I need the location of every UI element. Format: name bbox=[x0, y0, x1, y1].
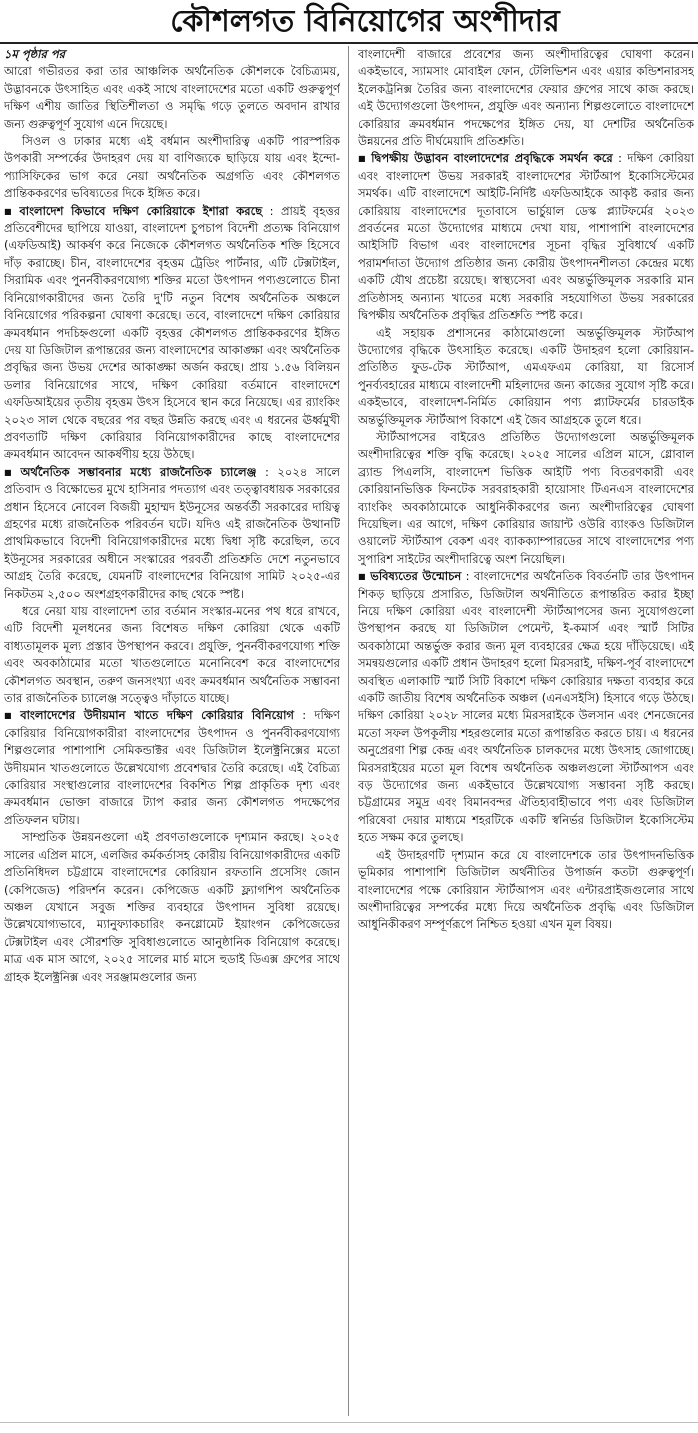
bottom-rule bbox=[0, 1422, 698, 1423]
subheading: ■ বাংলাদেশের উদীয়মান খাতে দক্ষিণ কোরিয়ার বিনিয়োগ bbox=[4, 708, 294, 722]
paragraph: এই সহায়ক প্রশাসনের কাঠামোগুলো অন্তর্ভুক্তিমূলক স্টার্টআপ উদ্যোগের বৃদ্ধিকে উৎসাহিত করেছে। একটি উদাহরণ হলো কোরিয়ান-প্রতিষ্ঠিত ফুড-টেক স্টার্টআপ, এমএফএম কোরিয়া, যা রিসোর্স পুনর্ব্যবহারের মাধ্যমে বাংলাদেশী মহিলাদের জন্য কাজের সুযোগ সৃষ্টি করে। একইভাবে, বাংলাদেশ-নির্মিত কোরিয়ান পণ্য প্ল্যাটফর্মের চারডাইক অন্তর্ভুক্তিমূলক স্টার্টআপ বিকাশে এই জৈব আগ্রহকে তুলে ধরে। bbox=[358, 325, 694, 427]
column-divider bbox=[348, 46, 349, 1416]
paragraph: স্টার্টআপসের বাইরেও প্রতিষ্ঠিত উদ্যোগগুলো অন্তর্ভুক্তিমূলক অংশীদারিত্বের শক্তি বৃদ্ধি করেছে। ২০২৫ সালের এপ্রিল মাসে, গ্লোবাল ব্র্যান্ড পিএলসি, বাংলাদেশ ভিত্তিক আইটি পণ্য বিতরণকারী এবং কোরিয়ানভিত্তিক ফিনটেক সরবরাহকারী হায়োসাং টিএনএস বাংলাদেশের ব্যাংকিং অবকাঠামোকে আধুনিকীকরণের জন্য অংশীদারিত্বের ঘোষণা দিয়েছিল। এর আগে, দক্ষিণ কোরিয়ার জায়ান্ট ওউরি ব্যাংকও ডিজিটাল ওয়ালেট স্টার্টআপ বেকশ এবং ব্যাকক্যাম্পারডের সাথে বাংলাদেশের পণ্য সুপারিশ সাইটের অংশীদারিত্বে অংশ নিয়েছিল। bbox=[358, 429, 694, 566]
left-column bbox=[4, 46, 340, 1421]
subhead-paragraph: ■ দ্বিপক্ষীয় উদ্ভাবন বাংলাদেশের প্রবৃদ্ধিকে সমর্থন করে : দক্ষিণ কোরিয়া এবং বাংলাদেশ উভয় সরকারই বাংলাদেশের স্টার্টআপ ইকোসিস্টেমের সমর্থক। এটি বাংলাদেশে আইটি-নির্দিষ্ট এফডিআইকে আকৃষ্ট করার জন্য কোরিয়ায় বাংলাদেশের দূতাবাসে ভার্চুয়াল ডেস্ক প্ল্যাটফর্মের ২০২৩ প্রবর্তনের মতো উদ্যোগের মাধ্যমে দেখা যায়, পাশাপাশি বাংলাদেশের আইসিটি বিভাগ এবং বাংলাদেশের সূচনা বৃদ্ধির সুবিধার্থে একটি পরামর্শদাতা উদ্যোগ প্রতিষ্ঠার জন্য কোরীয় উৎপাদনশীলতা কেন্দ্রের মধ্যে একটি যৌথ প্রচেষ্টা রয়েছে। স্বাস্থ্যসেবা এবং অন্তর্ভুক্তিমূলক সরকারি মান প্রতিষ্ঠাসহ অন্যান্য খাতের মধ্যে সরকারি সহযোগিতা উভয় সরকারের দ্বিপক্ষীয় অর্থনৈতিক প্রবৃদ্ধির প্রতিশ্রুতি স্পষ্ট করে। bbox=[358, 150, 694, 324]
paragraph: বাংলাদেশী বাজারে প্রবেশের জন্য অংশীদারিত্বের ঘোষণা করেন। একইভাবে, স্যামসাং মোবাইল ফোন, টেলিভিশন এবং এয়ার কন্ডিশনারসহ ইলেকট্রনিক্স তৈরির জন্য বাংলাদেশের ফেয়ার গ্রুপের সাথে কাজ করছে। এই উদ্যোগগুলো উৎপাদন, প্রযুক্তি এবং অন্যান্য শিল্পগুলোতে বাংলাদেশে কোরিয়ার ক্রমবর্ধমান পদক্ষেপের ইঙ্গিত দেয়, যা দেশটির অর্থনৈতিক উন্নয়নের প্রতি দীর্ঘমেয়াদি প্রতিশ্রুতি। bbox=[358, 47, 694, 149]
paragraph: সাম্প্রতিক উন্নয়নগুলো এই প্রবণতাগুলোকে দৃশ্যমান করছে। ২০২৫ সালের এপ্রিল মাসে, এলজির কর্মকর্তাসহ কোরীয় বিনিয়োগকারীদের একটি প্রতিনিধিদল চট্টগ্রামে বাংলাদেশের কোরিয়ান রফতানি প্রসেসিং জোন (কেপিজেড) পরিদর্শন করেন। কেপিজেড একটি ফ্ল্যাগশিপ অর্থনৈতিক অঞ্চল যেখানে সবুজ শক্তির ব্যবহারে উৎপাদন সুবিধা রয়েছে। উল্লেখযোগ্যভাবে, ম্যানুফ্যাকচারিং কনগ্লোমেট ইয়াংগন কেপিজেডের টেক্সটাইল এবং সৌরশক্তি সুবিধাগুলোতে আনুষ্ঠানিক বিনিয়োগ করেছে। মাত্র এক মাস আগে, ২০২৫ সালের মার্চ মাসে হুডাই ডিএক্স গ্রুপের সাথে গ্রাহক ইলেক্ট্রনিক্স এবং সরঞ্জামগুলোর জন্য bbox=[4, 830, 340, 984]
headline: কৌশলগত বিনিয়োগের অংশীদার bbox=[170, 4, 560, 39]
subheading: ■ বাংলাদেশ কিভাবে দক্ষিণ কোরিয়াকে ইশারা করছে bbox=[4, 204, 262, 218]
subheading: ■ দ্বিপক্ষীয় উদ্ভাবন বাংলাদেশের প্রবৃদ্ধিকে সমর্থন করে bbox=[358, 151, 613, 165]
subheading: ■ ভবিষ্যতের উন্মোচন bbox=[358, 569, 461, 583]
subhead-paragraph: ■ বাংলাদেশ কিভাবে দক্ষিণ কোরিয়াকে ইশারা করছে : প্রায়ই বৃহত্তর প্রতিবেশীদের ছাপিয়ে যাওয়া, বাংলাদেশ চুপচাপ বিদেশী প্রত্যক্ষ বিনিয়োগ (এফডিআই) আকর্ষণ করে নিজেকে কৌশলগত অর্থনৈতিক শক্তি হিসেবে দাঁড় করাচ্ছে। চীন, বাংলাদেশের বৃহত্তম ট্রেডিং পার্টনার, এটি টেক্সটাইল, সিরামিক এবং পুনর্নবীকরণযোগ্য শক্তির মতো উৎপাদন পণ্যগুলোতে চীনা বিনিয়োগকারীদের জন্য তৈরি দু'টি নতুন বিশেষ অর্থনৈতিক অঞ্চলে বিনিয়োগের পরিকল্পনা ঘোষণা করেছে। তবে, বাংলাদেশে দক্ষিণ কোরিয়ার ক্রমবর্ধমান পদচিহ্নগুলো একটি বৃহত্তর কৌশলগত প্রান্তিককরণের ইঙ্গিত দেয় যা ডিজিটাল রূপান্তরের জন্য বাংলাদেশের আকাঙ্ক্ষা এবং অর্থনৈতিক প্রবৃদ্ধির জন্য উভয় দেশের আকাঙ্ক্ষা অর্জন করছে। প্রায় ১.৫৬ বিলিয়ন ডলার বিনিয়োগের সাথে, দক্ষিণ কোরিয়া বর্তমানে বাংলাদেশে এফডিআইয়ের তৃতীয় বৃহত্তম উৎস হিসেবে স্থান করে নিয়েছে। এর র‍্যাংকিং ২০২৩ সাল থেকে বছরের পর বছর উন্নতি করছে এবং এ ধরনের ঊর্ধ্বমুখী প্রবণতাটি দক্ষিণ কোরিয়ার বিনিয়োগকারীদের কাছে বাংলাদেশের ক্রমবর্ধমান আবেদন আকর্ষণীয় হয়ে উঠছে। bbox=[4, 203, 340, 464]
subhead-paragraph: ■ অর্থনৈতিক সম্ভাবনার মধ্যে রাজনৈতিক চ্যালেঞ্জ : ২০২৪ সালে প্রতিবাদ ও বিক্ষোভের মুখে হাসিনার পদত্যাগ এবং তত্ত্বাবধায়ক সরকারের প্রধান হিসেবে নোবেল বিজয়ী মুহাম্মদ ইউনূসের অন্তর্বর্তী সরকারের দায়িত্ব গ্রহণের মধ্যে রাজনৈতিক পরিবর্তন ঘটে। যদিও এই রাজনৈতিক উত্থানটি প্রাথমিকভাবে বিদেশী বিনিয়োগকারীদের মধ্যে দ্বিধা সৃষ্টি করেছিল, তবে ইউনূসের সরকারের অধীনে সংস্কারের পরবর্তী প্রতিশ্রুতি দেশে নতুনভাবে আগ্রহ তৈরি করেছে, যেমনটি বাংলাদেশের বিনিয়োগ সামিট ২০২৫-এর নিকটতম ২,৫০০ অংশগ্রহণকারীদের কাছ থেকে স্পষ্ট। bbox=[4, 464, 340, 603]
paragraph: ধরে নেয়া যায় বাংলাদেশ তার বর্তমান সংস্কার-মনের পথ ধরে রাখবে, এটি বিদেশী মূলধনের জন্য বিশেষত দক্ষিণ কোরিয়া থেকে একটি বাধ্যতামূলক মূল্য প্রস্তাব উপস্থাপন করবে। প্রযুক্তি, পুনর্নবীকরণযোগ্য শক্তি এবং অবকাঠামোর মতো খাতগুলোতে মনোনিবেশ করে বাংলাদেশের কৌশলগত অবস্থান, তরুণ জনসংখ্যা এবং ক্রমবর্ধমান অর্থনৈতিক সম্ভাবনা তার রাজনৈতিক চ্যালেঞ্জ সত্ত্বেও দাঁড়াতে যাচ্ছে। bbox=[4, 604, 340, 706]
subheading: ■ অর্থনৈতিক সম্ভাবনার মধ্যে রাজনৈতিক চ্যালেঞ্জ bbox=[4, 465, 256, 479]
paragraph: আরো গভীরতর করা তার আঞ্চলিক অর্থনৈতিক কৌশলকে বৈচিত্র্যময়, উদ্ভাবনকে উৎসাহিত এবং একই সাথে বাংলাদেশের মতো একটি গুরুত্বপূর্ণ দক্ষিণ এশীয় জাতির স্থিতিশীলতা ও সমৃদ্ধি গড়ে তুলতে অবদান রাখার জন্য গুরুত্বপূর্ণ সুযোগ এনে দিয়েছে। bbox=[4, 64, 340, 131]
headline-rule bbox=[0, 42, 698, 44]
right-column bbox=[358, 46, 694, 1421]
paragraph: এই উদাহরণটি দৃশ্যমান করে যে বাংলাদেশকে তার উৎপাদনভিত্তিক ভূমিকার পাশাপাশি ডিজিটাল অর্থনীতির উপার্জন কতটা গুরুত্বপূর্ণ। বাংলাদেশের পক্ষে কোরিয়ান স্টার্টআপস এবং এন্টারপ্রাইজগুলোর সাথে অংশীদারিত্বের সম্পর্কের মধ্যে দিয়ে অর্থনৈতিক প্রবৃদ্ধি এবং ডিজিটাল আধুনিকীকরণ সম্পূর্ণরূপে নিশ্চিত হওয়া এখন মূল বিষয়। bbox=[358, 847, 694, 932]
paragraph: সিওল ও ঢাকার মধ্যে এই বর্ধমান অংশীদারিত্ব একটি পারস্পরিক উপকারী সম্পর্কের উদাহরণ দেয় যা বাণিজ্যকে ছাড়িয়ে যায় এবং ইন্দো-প্যাসিফিকের ভাগ করে নেয়া অর্থনৈতিক অগ্রগতি এবং কৌশলগত প্রান্তিককরণের ভবিষ্যতের দিকে ইঙ্গিত করে। bbox=[4, 134, 340, 201]
continued-note: ১ম পৃষ্ঠার পর bbox=[4, 47, 65, 61]
subhead-paragraph: ■ ভবিষ্যতের উন্মোচন : বাংলাদেশের অর্থনৈতিক বিবর্তনটি তার উৎপাদন শিকড় ছাড়িয়ে প্রসারিত, ডিজিটাল অর্থনীতিতে রূপান্তরিত করার ইচ্ছা নিয়ে দক্ষিণ কোরিয়া এবং বাংলাদেশী স্টার্টআপসের জন্য সুযোগগুলো উপস্থাপন করছে যা ডিজিটাল পেমেন্ট, ই-কমার্স এবং স্মার্ট সিটির অবকাঠামো অন্তর্ভুক্ত করার জন্য মূল ব্যবহারের ক্ষেত্র হয়ে দাঁড়িয়েছে। এই সমন্বয়গুলোর একটি প্রধান উদাহরণ হলো মিরসরাই, দক্ষিণ-পূর্ব বাংলাদেশে অবস্থিত এলাকাটি স্মার্ট সিটি বিকাশে দক্ষিণ কোরিয়ার দক্ষতা ব্যবহার করে একটি জাতীয় বিশেষ অর্থনৈতিক অঞ্চল (এনএসইসি) হিসাবে গড়ে উঠছে। দক্ষিণ কোরিয়া ২০২৮ সালের মধ্যে মিরসরাইকে উলসান এবং শেনজেনের মতো সফল উপকূলীয় শহরগুলোর মতো রূপান্তরিত করতে চায়। এ ধরনের অনুপ্রেরণা শিল্প কেন্দ্র এবং অর্থনৈতিক চালকদের মধ্যে উৎসাহ জোগাচ্ছে। মিরসরাইয়ের মতো মূল বিশেষ অর্থনৈতিক অঞ্চলগুলো স্টার্টআপস এবং বড় উদ্যোগের জন্য একইভাবে উল্লেখযোগ্য সম্ভাবনা সৃষ্টি করছে। চট্টগ্রামের সমুদ্র এবং বিমানবন্দর ঐতিহ্যবাহীভাবে পণ্য এবং ডিজিটাল পরিষেবা দেয়ার মাধ্যমে শহরটিকে একটি স্বনির্ভর ডিজিটাল ইকোসিস্টেম হতে সক্ষম করে তুলছে। bbox=[358, 568, 694, 847]
subhead-paragraph: ■ বাংলাদেশের উদীয়মান খাতে দক্ষিণ কোরিয়ার বিনিয়োগ : দক্ষিণ কোরিয়ার বিনিয়োগকারীরা বাংলাদেশের উৎপাদন ও পুনর্নবীকরণযোগ্য শিল্পগুলোর পাশাপাশি সেমিকন্ডাক্টর এবং ডিজিটাল ইলেক্ট্রনিক্সের মতো উদীয়মান খাতগুলোতে উল্লেখযোগ্য প্রবেশদ্বার তৈরি করেছে। এই বৈচিত্র্য কোরিয়ার সংস্থাগুলোর বাংলাদেশের বিকশিত শিল্প প্রাকৃতিক দৃশ্য এবং ক্রমবর্ধমান ভোক্তা বাজারে ট্যাপ করার জন্য কৌশলগত পদক্ষেপের প্রতিফলন ঘটায়। bbox=[4, 707, 340, 829]
